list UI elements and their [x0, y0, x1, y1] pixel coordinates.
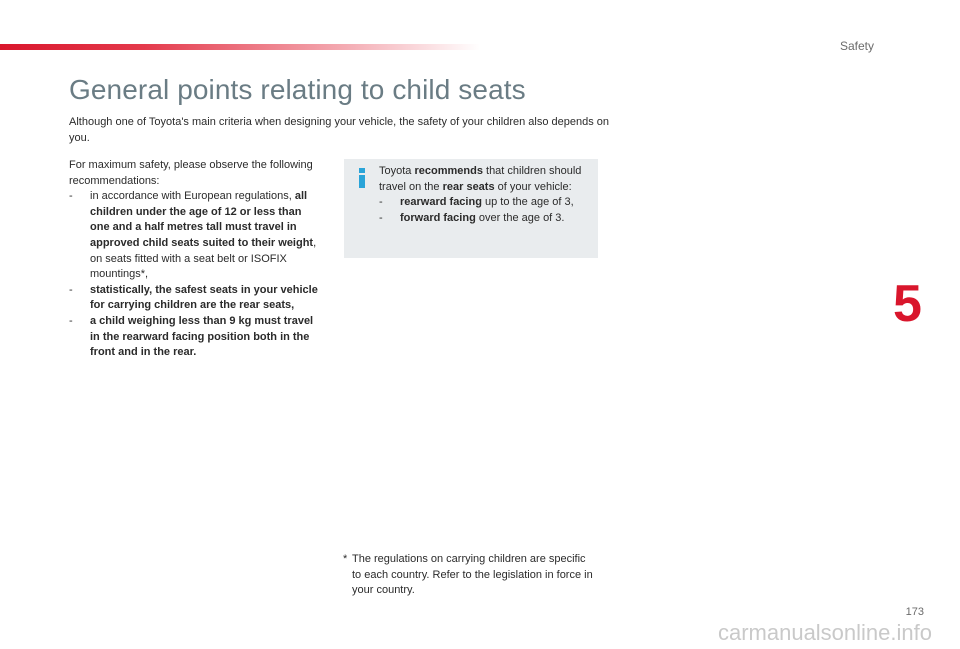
footnote-marker: *	[343, 553, 348, 565]
recommendations-lead: For maximum safety, please observe the following recommendations:	[69, 159, 313, 187]
info-bold-recommends: recommends	[414, 165, 483, 177]
item-bold-text: a child weighing less than 9 kg must travel in the rearward facing position both in the front and in the rear.	[90, 314, 314, 359]
dash-marker: -	[379, 211, 383, 224]
info-text-part: Toyota	[379, 165, 415, 177]
footnote	[343, 552, 593, 599]
list-item	[69, 283, 321, 314]
info-text-part: of your vehicle:	[494, 180, 572, 193]
item-bold-text: forward facing	[400, 211, 476, 224]
info-box	[344, 159, 598, 258]
header-accent-bar	[0, 44, 480, 50]
page-number: 173	[905, 606, 924, 618]
chapter-number: 5	[893, 275, 922, 333]
item-text: , on seats fitted with a seat belt or ISOFIX mountings*,	[90, 236, 317, 281]
page-title: General points relating to child seats	[69, 74, 526, 105]
intro-paragraph: Although one of Toyota's main criteria when designing your vehicle, the safety of your children also depends on you.	[69, 116, 610, 144]
info-paragraph	[379, 164, 593, 195]
item-text: up to the age of 3,	[481, 196, 574, 209]
dash-marker: -	[379, 196, 383, 209]
dash-marker: -	[69, 283, 73, 296]
item-text: in accordance with European regulations,	[90, 190, 295, 203]
dash-marker: -	[69, 190, 73, 203]
item-bold-text: rearward facing	[400, 196, 482, 209]
list-item	[69, 314, 321, 361]
list-item	[69, 189, 321, 283]
list-item	[379, 195, 593, 211]
info-text-part: that children should travel on the	[379, 165, 582, 193]
item-text: over the age of 3.	[475, 211, 565, 224]
list-item	[379, 211, 593, 227]
dash-marker: -	[69, 314, 73, 327]
recommendations-list	[69, 189, 321, 361]
watermark: carmanualsonline.info	[717, 620, 932, 645]
item-bold-text: all children under the age of 12 or less than one and a half metres tall must travel in approved child seats suited to their weight	[90, 190, 314, 249]
item-bold-text: statistically, the safest seats in your vehicle for carrying children are the rear seats,	[90, 283, 318, 312]
info-icon	[356, 168, 368, 188]
info-text	[379, 164, 593, 226]
footnote-text: The regulations on carrying children are specific to each country. Refer to the legislation in force in your country.	[352, 553, 593, 597]
recommendations-column	[69, 158, 321, 361]
section-label: Safety	[839, 39, 874, 53]
info-bold-rear-seats: rear seats	[442, 180, 495, 193]
info-list	[379, 195, 593, 226]
